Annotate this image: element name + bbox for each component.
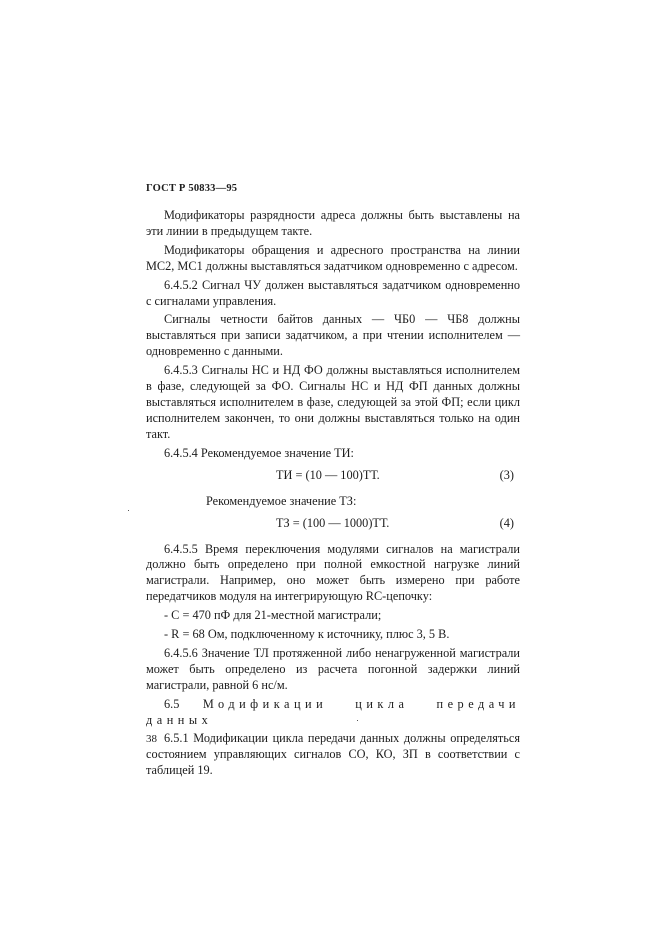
paragraph: Рекомендуемое значение ТЗ:	[206, 493, 357, 508]
paragraph: 6.4.5.6 Значение ТЛ протяженной либо ненагруженной магистрали может быть определено из расчета погонной задержки линий магистрали, равной 6 нс/м.	[146, 645, 520, 692]
paragraph: 6.4.5.2 Сигнал ЧУ должен выставляться задатчиком одновременно с сигналами управления.	[146, 277, 520, 308]
formula-expression: ТИ = (10 — 100)ТТ.	[276, 467, 380, 482]
paragraph: 6.4.5.3 Сигналы НС и НД ФО должны выставляться исполнителем в фазе, следующей за ФО. Сигналы НС и НД ФП данных должны выставляться исполнителем в фазе, следующей за этой ФП; если цикл исполнителем закончен, то они должны выставляться только на один такт.	[146, 363, 520, 441]
paragraph: Модификаторы разрядности адреса должны быть выставлены на эти линии в предыдущем такте.	[146, 208, 520, 238]
scan-speck	[128, 510, 129, 511]
list-item: - С = 470 пФ для 21-местной магистрали;	[164, 608, 382, 623]
formula-3	[146, 468, 520, 488]
section-heading	[146, 697, 520, 729]
formula-number: (3)	[499, 467, 514, 482]
document-header: ГОСТ Р 50833—95	[146, 183, 238, 194]
scan-speck	[357, 720, 358, 721]
page-number: 38	[146, 733, 157, 745]
formula-4	[146, 516, 520, 536]
section-title: Модификации цикла передачи данных	[146, 696, 520, 727]
formula-number: (4)	[499, 515, 514, 530]
paragraph: 6.4.5.4 Рекомендуемое значение ТИ:	[164, 445, 354, 460]
list-item: - R = 68 Ом, подключенному к источнику, плюс 3, 5 В.	[164, 627, 450, 642]
document-body	[146, 208, 520, 782]
formula-expression: ТЗ = (100 — 1000)ТТ.	[276, 515, 390, 530]
paragraph: 6.5.1 Модификации цикла передачи данных должны определяться состоянием управляющих сигналов СО, КО, ЗП в соответствии с таблицей 19.	[146, 731, 520, 778]
section-number: 6.5	[164, 696, 180, 711]
paragraph: Сигналы четности байтов данных — ЧБ0 — ЧБ8 должны выставляться при записи задатчиком, а при чтении исполнителем — одновременно с данными.	[146, 312, 520, 359]
paragraph: 6.4.5.5 Время переключения модулями сигналов на магистрали должно быть определено при полной емкостной нагрузке линий магистрали. Например, оно может быть измерено при работе передатчиков модуля на интегрирующую RC-цепочку:	[146, 541, 520, 604]
paragraph: Модификаторы обращения и адресного пространства на линии МС2, МС1 должны выставляться задатчиком одновременно с адресом.	[146, 242, 520, 273]
